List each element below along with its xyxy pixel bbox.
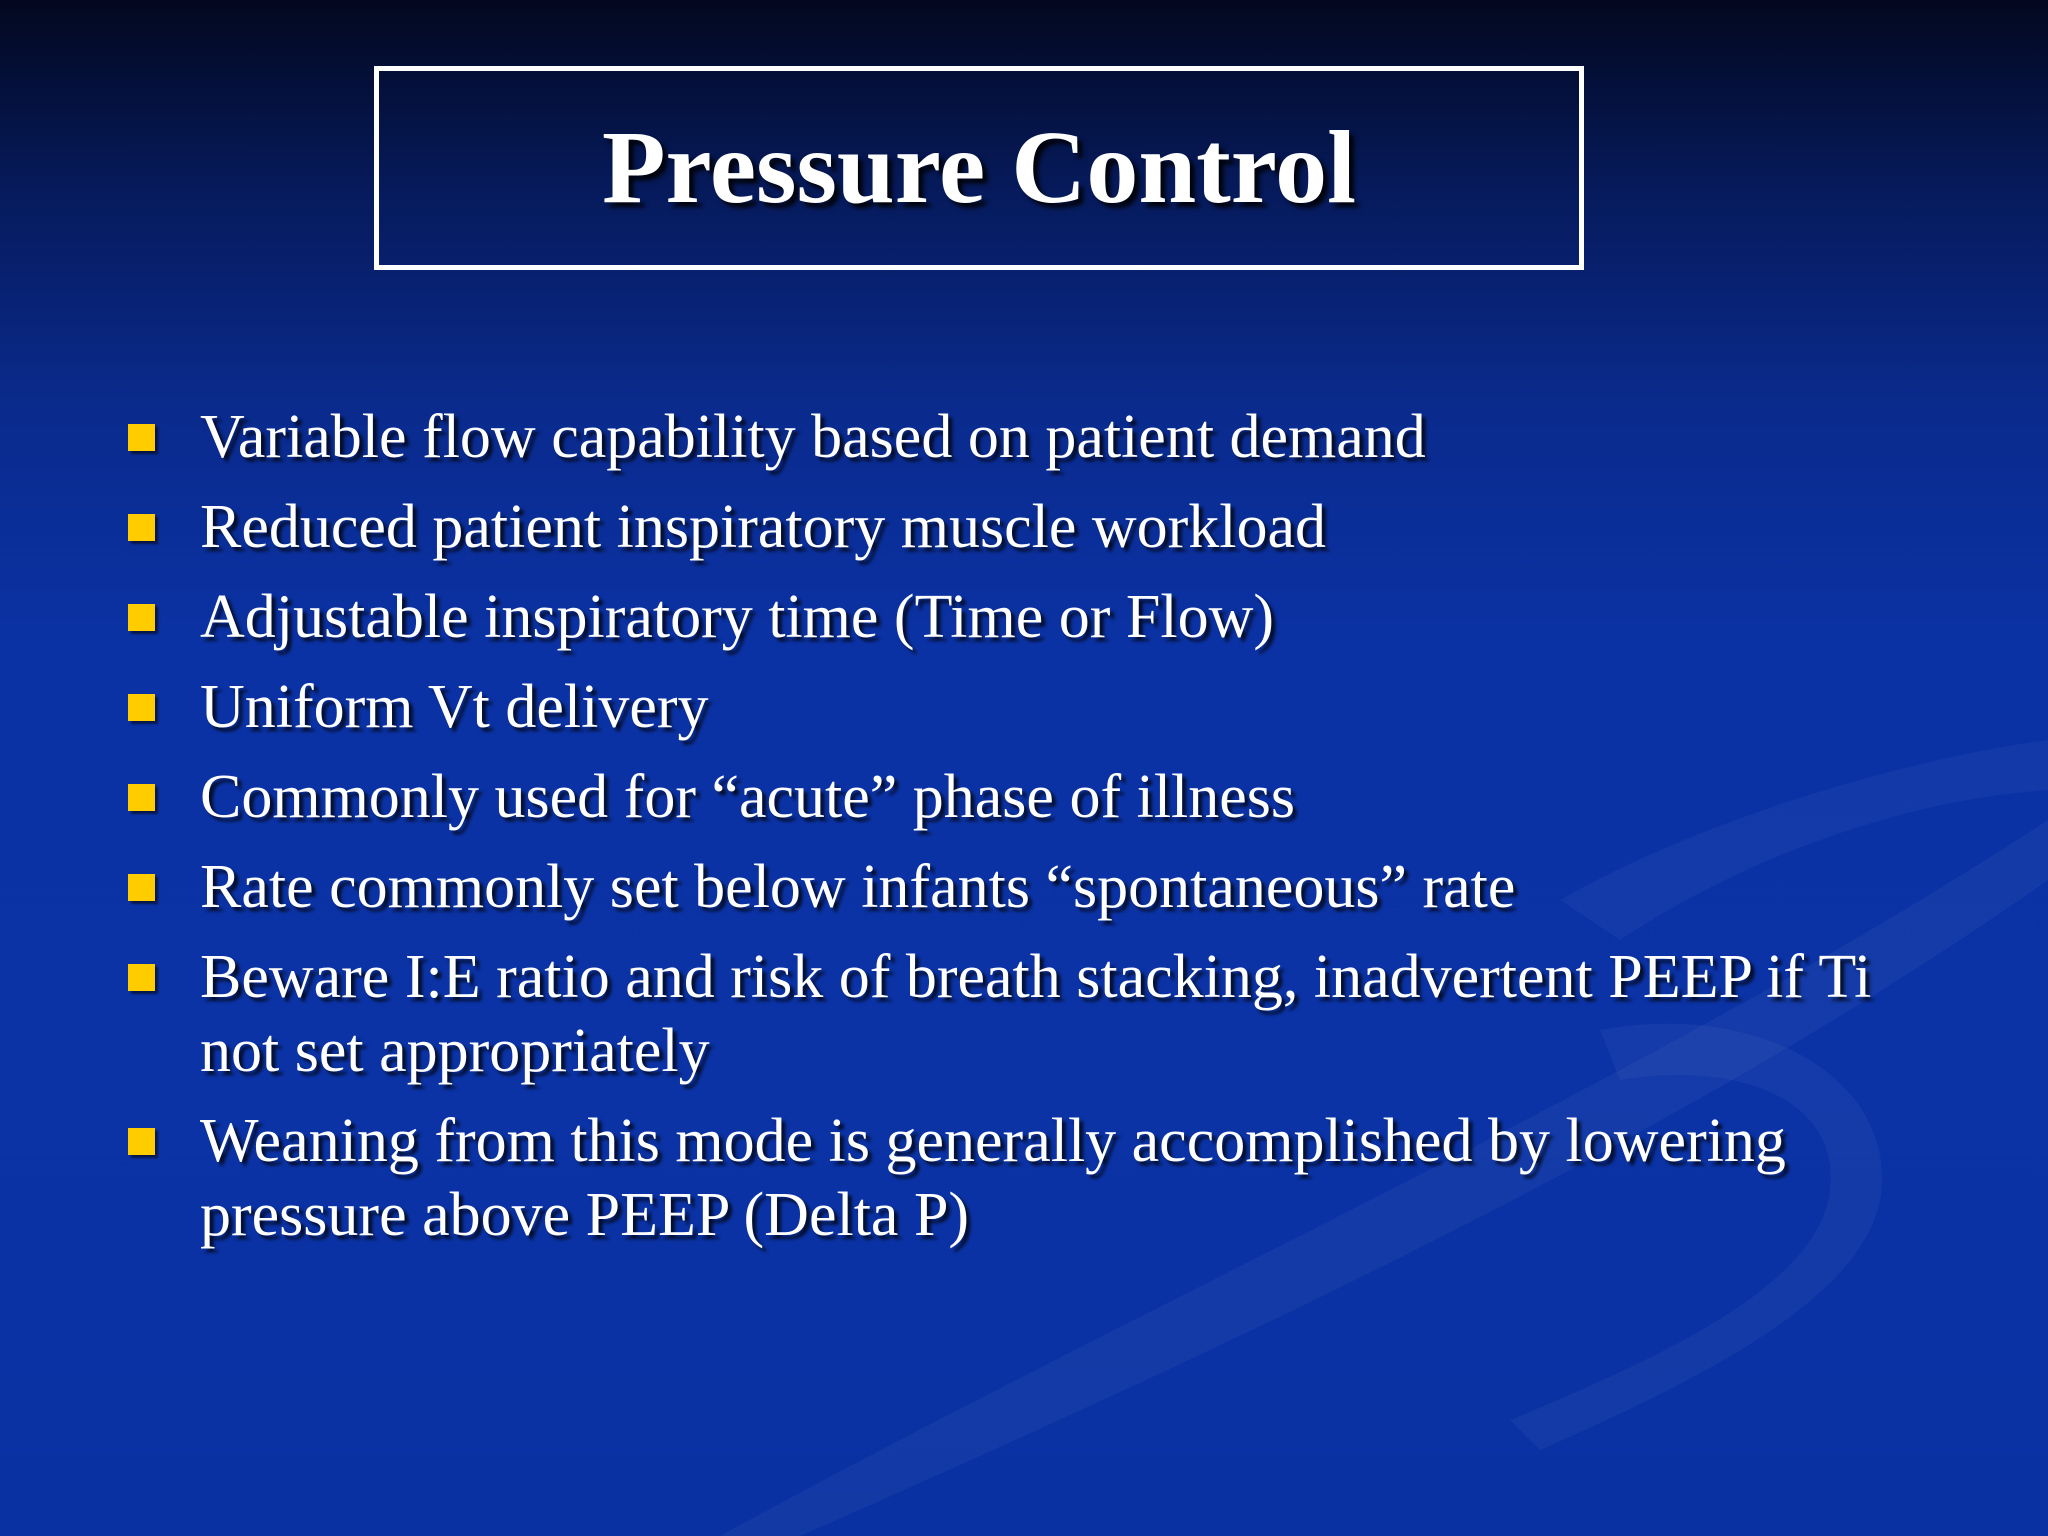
square-bullet-icon xyxy=(128,424,155,451)
bullet-text: Commonly used for “acute” phase of illness xyxy=(200,763,1296,831)
bullet-item xyxy=(200,400,1960,474)
bullet-item xyxy=(200,1104,1960,1252)
square-bullet-icon xyxy=(128,694,155,721)
square-bullet-icon xyxy=(128,604,155,631)
slide-title: Pressure Control xyxy=(602,110,1356,225)
square-bullet-icon xyxy=(128,964,155,991)
bullet-item xyxy=(200,670,1960,744)
square-bullet-icon xyxy=(128,514,155,541)
bullet-item xyxy=(200,490,1960,564)
bullet-text: Adjustable inspiratory time (Time or Flow) xyxy=(200,583,1275,651)
bullet-item xyxy=(200,580,1960,654)
bullet-text: Uniform Vt delivery xyxy=(200,673,709,741)
bullet-item xyxy=(200,760,1960,834)
bullet-text: Variable flow capability based on patient demand xyxy=(200,403,1426,471)
bullet-item xyxy=(200,940,1960,1088)
square-bullet-icon xyxy=(128,874,155,901)
bullet-text: Rate commonly set below infants “spontaneous” rate xyxy=(200,853,1516,921)
square-bullet-icon xyxy=(128,1128,155,1155)
bullet-text: Reduced patient inspiratory muscle workload xyxy=(200,493,1327,561)
square-bullet-icon xyxy=(128,784,155,811)
bullet-item xyxy=(200,850,1960,924)
bullet-text: Beware I:E ratio and risk of breath stacking, inadvertent PEEP if Ti not set appropriately xyxy=(200,943,1872,1085)
bullet-text: Weaning from this mode is generally accomplished by lowering pressure above PEEP (Delta P) xyxy=(200,1107,1786,1249)
